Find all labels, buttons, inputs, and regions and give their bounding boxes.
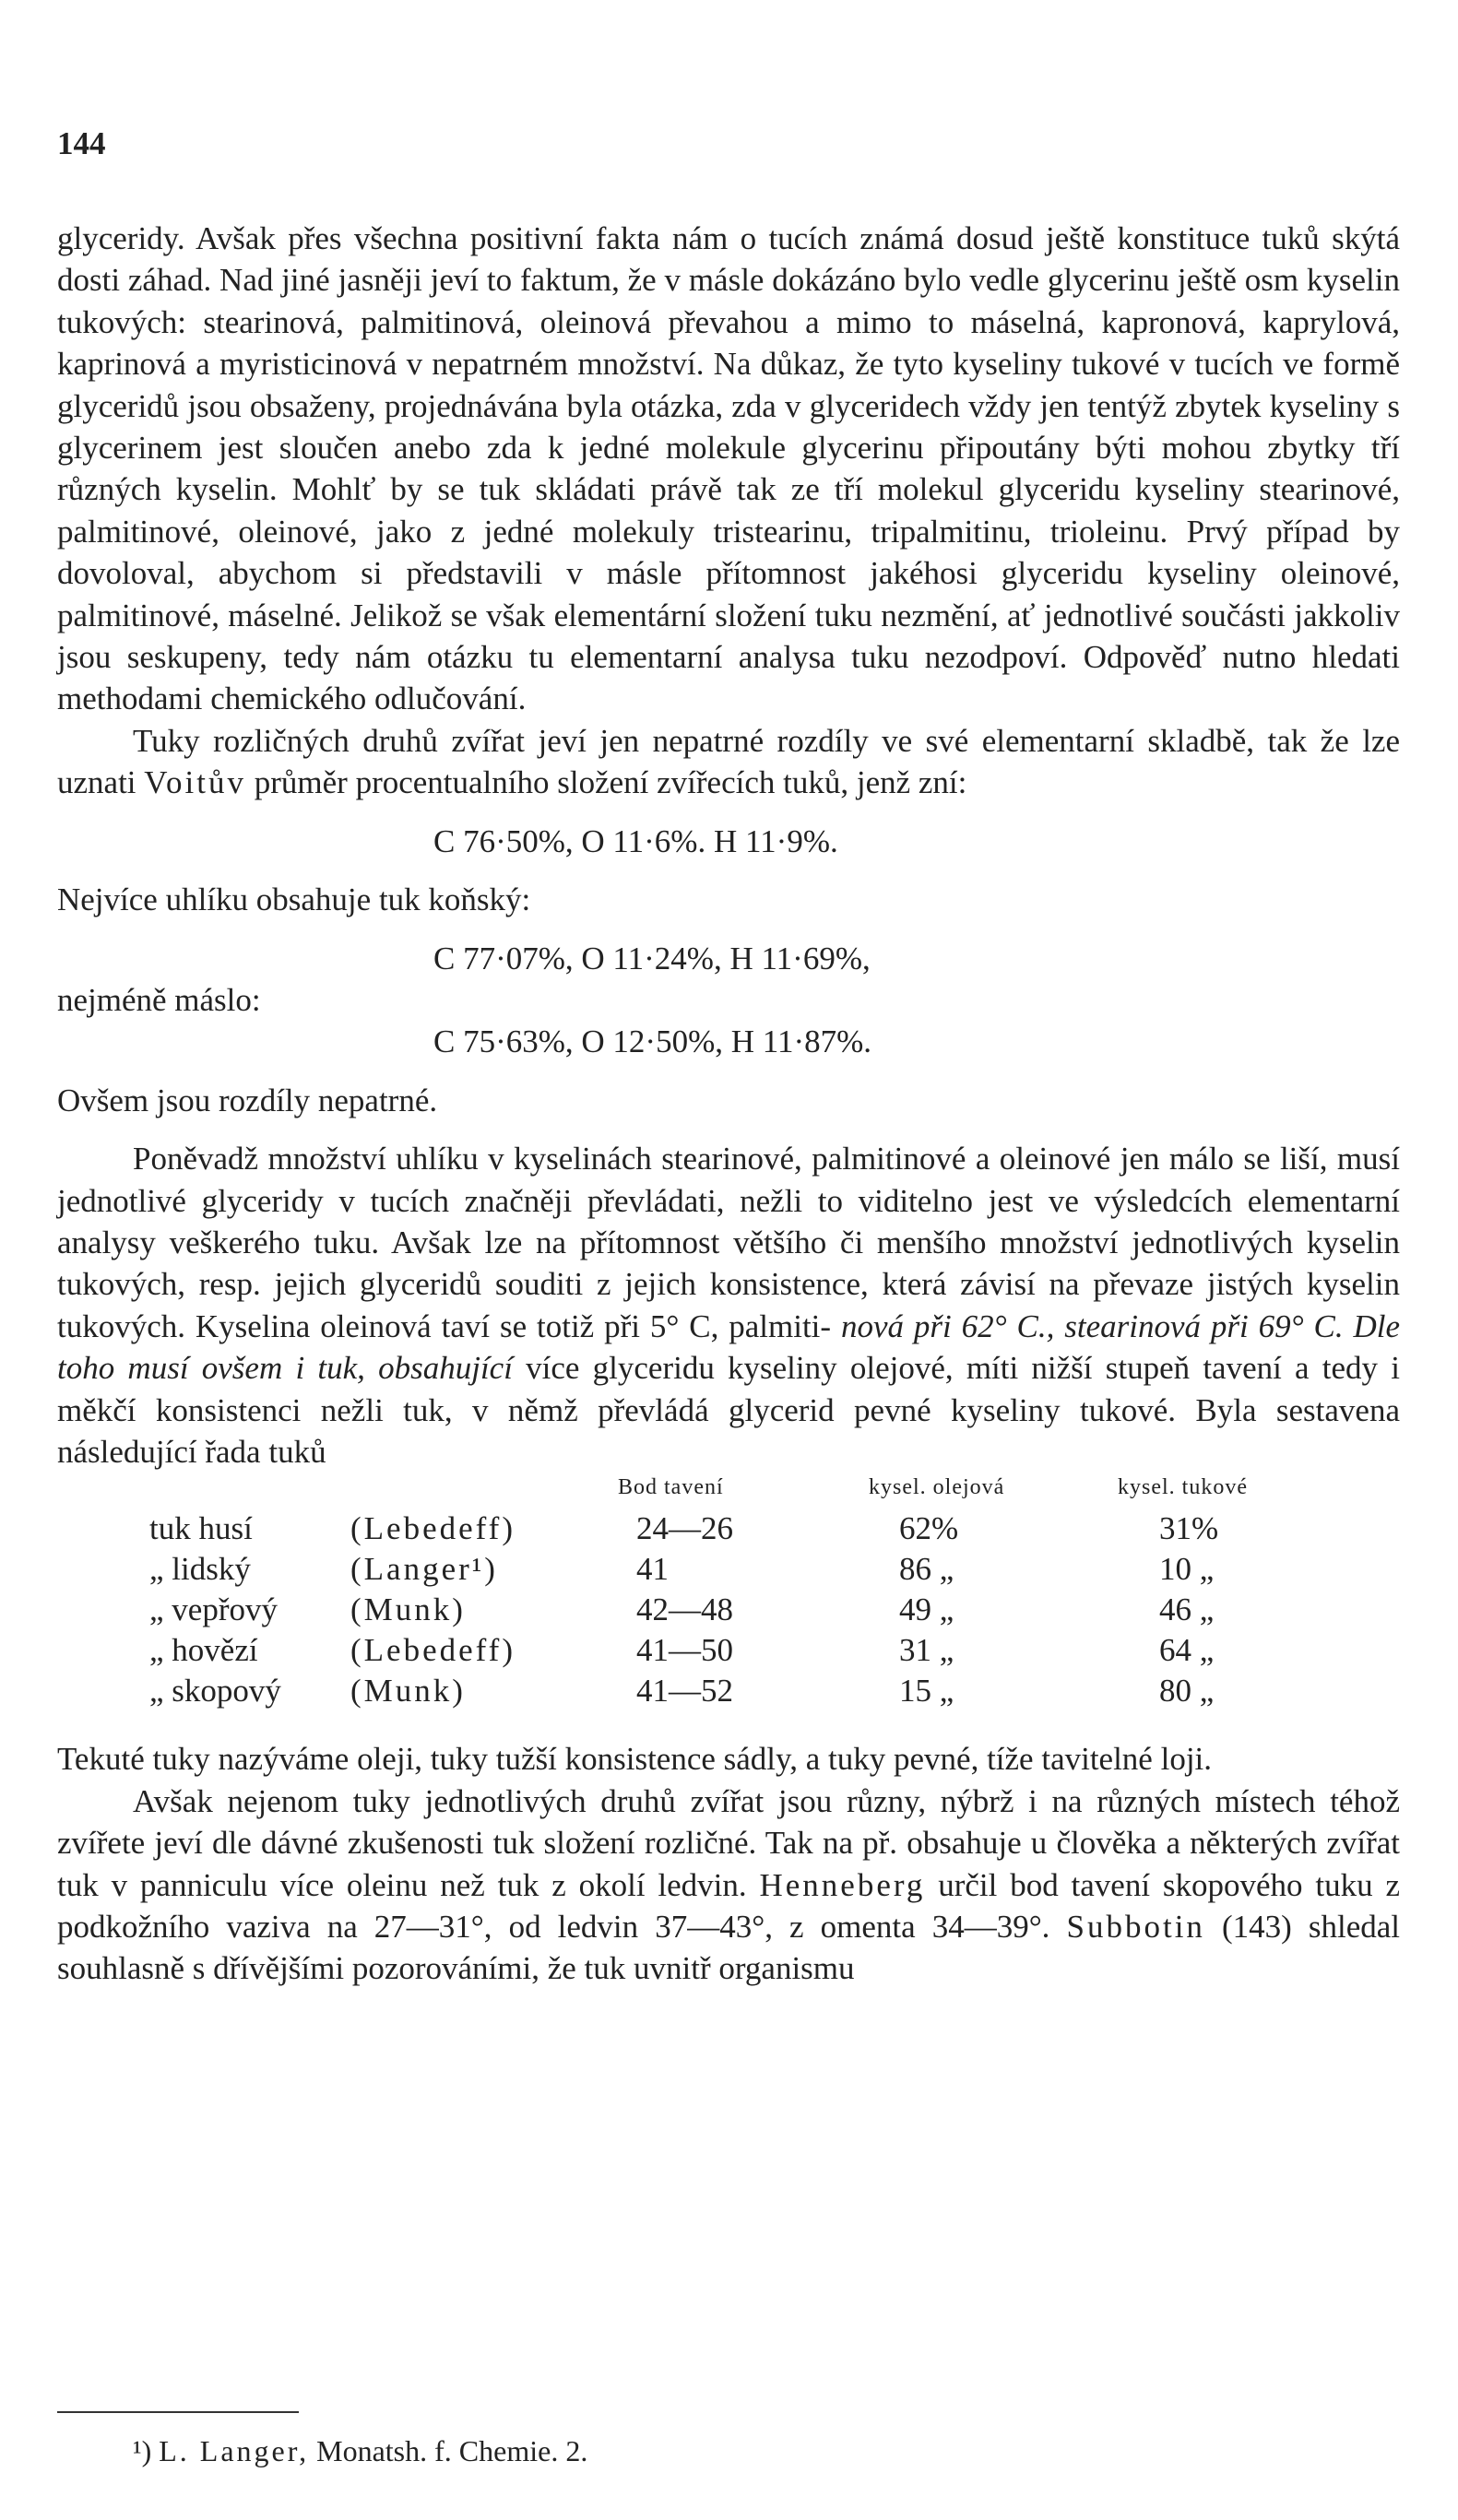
paragraph-8-text-b: určil bod tavení skopového tuku z podkožního vaziva na 27—31°, od ledvin 37—43°, z omenta 34—39°. xyxy=(57,1866,1401,1945)
row-melting-point: 41 xyxy=(636,1551,669,1588)
formula-butter: C 75·63%, O 12·50%, H 11·87%. xyxy=(433,1023,872,1060)
row-melting-point: 42—48 xyxy=(636,1591,733,1628)
row-melting-point: 24—26 xyxy=(636,1510,733,1547)
paragraph-4-label: nejméně máslo: xyxy=(57,981,261,1018)
header-solid-acids: kysel. tukové xyxy=(1118,1475,1248,1500)
row-author: (Langer¹) xyxy=(350,1551,498,1588)
row-solid: 31% xyxy=(1159,1510,1219,1547)
author-name-henneberg: Henneberg xyxy=(759,1866,926,1903)
table-row xyxy=(57,1589,1400,1629)
paragraph-6-text-b: více glyceridu kyseliny olejové, míti nižší stupeň tavení a tedy i měkčí konsistenci nežli tuk, v němž převládá glycerid pevné kyseliny tukové. Byla sestavena následující řada tuků xyxy=(57,1350,1400,1470)
table-row xyxy=(57,1629,1400,1670)
header-oleic-acid: kysel. olejová xyxy=(869,1475,1005,1500)
footnote-marker: ¹) xyxy=(133,2434,152,2467)
formula-butter-row xyxy=(57,979,1400,1021)
paragraph-6-italic: nová při 62° C., stearinová při 69° C. Dle toho musí ovšem i tuk, obsahující xyxy=(57,1307,1401,1387)
row-oleic: 15 „ xyxy=(899,1673,954,1710)
row-oleic: 49 „ xyxy=(899,1591,954,1628)
formula-horse: C 77·07%, O 11·24%, H 11·69%, xyxy=(433,940,871,976)
table-row xyxy=(57,1548,1400,1589)
header-melting-point: Bod tavení xyxy=(618,1475,724,1500)
formula-average: C 76·50%, O 11·6%. H 11·9%. xyxy=(433,822,838,859)
fat-table xyxy=(57,1473,1400,1721)
paragraph-2-text-a: Tuky rozličných druhů zvířat jeví jen nepatrné rozdíly ve své elementarní skladbě, tak že lze uznati xyxy=(57,722,1400,801)
row-solid: 10 „ xyxy=(1159,1551,1215,1588)
paragraph-3: Nejvíce uhlíku obsahuje tuk koňský: xyxy=(57,881,531,918)
footnote-text: Monatsh. f. Chemie. 2. xyxy=(316,2434,588,2467)
row-fat-name: tuk husí xyxy=(149,1510,253,1547)
paragraph-6 xyxy=(57,1138,1400,1473)
paragraph-7: Tekuté tuky nazýváme oleji, tuky tužší konsistence sádly, a tuky pevné, tíže tavitelné loji. xyxy=(57,1741,1213,1778)
footnote-rule xyxy=(57,2411,299,2413)
paragraph-8 xyxy=(57,1781,1400,1990)
row-fat-name: „ lidský xyxy=(149,1551,251,1588)
row-oleic: 31 „ xyxy=(899,1632,954,1669)
paragraph-2 xyxy=(57,720,1400,804)
row-oleic: 86 „ xyxy=(899,1551,954,1588)
row-solid: 80 „ xyxy=(1159,1673,1215,1710)
paragraph-2-text-b: průměr procentualního složení zvířecích tuků, jenž zní: xyxy=(254,764,967,801)
paragraph-5: Ovšem jsou rozdíly nepatrné. xyxy=(57,1082,438,1118)
paragraph-1: glyceridy. Avšak přes všechna positivní fakta nám o tucích známá dosud ještě konstituce tuků skýtá dosti záhad. Nad jiné jasněji jeví to faktum, že v másle dokázáno bylo vedle glycerinu ještě osm kyselin tukových: stearinová, palmitinová, oleinová převahou a mimo to máselná, kapronová, kaprylová, kaprinová a myristicinová v nepatrném množství. Na důkaz, že tyto kyseliny tukové v tucích ve formě glyceridů jsou obsaženy, projednávána byla otázka, zda v glyceridech vždy jen tentýž zbytek kyseliny s glycerinem jest sloučen anebo zda k jedné molekule glycerinu připoutány býti mohou zbytky tří různých kyselin. Mohlť by se tuk skládati právě tak ze tří molekul glyceridu kyseliny stearinové, palmitinové, oleinové, jako z jedné molekuly tristearinu, tripalmitinu, trioleinu. Prvý případ by dovoloval, abychom si představili v másle přítomnost jakéhosi glyceridu kyseliny oleinové, palmitinové, máselné. Jelikož se však elementární složení tuku nezmění, ať jednotlivé součásti jakkoliv jsou seskupeny, tedy nám otázku tu elementarní analysa tuku nezodpoví. Odpověď nutno hledati methodami chemického odlučování. xyxy=(57,220,1400,717)
author-name-subbotin: Subbotin xyxy=(1066,1909,1205,1945)
author-name-voit: Voitův xyxy=(144,764,246,801)
footnote-author: L. Langer, xyxy=(159,2434,310,2467)
row-solid: 46 „ xyxy=(1159,1591,1215,1628)
row-fat-name: „ vepřový xyxy=(149,1591,278,1628)
page-number: 144 xyxy=(57,125,106,161)
paragraph-6-text-a: Poněvadž množství uhlíku v kyselinách stearinové, palmitinové a oleinové jen málo se liší, musí jednotlivé glyceridy v tucích značněji převládati, nežli to viditelno jest ve výsledcích elementarní analysy veškerého tuku. Avšak lze na přítomnost většího či menšího množství jednotlivých kyselin tukových, resp. jejich glyceridů souditi z jejich konsistence, která závisí na převaze jistých kyselin tukových. Kyselina oleinová taví se totiž při 5° C, palmiti- xyxy=(57,1141,1400,1344)
page-body xyxy=(57,218,1400,1990)
row-fat-name: „ hovězí xyxy=(149,1632,258,1669)
paragraph-8-text-c: (143) shledal souhlasně s dřívějšími pozorováními, že tuk uvnitř organismu xyxy=(57,1909,1400,1987)
row-author: (Lebedeff) xyxy=(350,1632,516,1669)
table-row xyxy=(57,1508,1400,1548)
row-solid: 64 „ xyxy=(1159,1632,1215,1669)
footnote xyxy=(133,2434,587,2468)
row-melting-point: 41—52 xyxy=(636,1673,733,1710)
row-fat-name: „ skopový xyxy=(149,1673,281,1710)
paragraph-8-text-a: Avšak nejenom tuky jednotlivých druhů zvířat jsou různy, nýbrž i na různých místech téhož zvířete jeví dle dávné zkušenosti tuk složení rozličné. Tak na př. obsahuje u člověka a některých zvířat tuk v panniculu více oleinu než tuk z okolí ledvin. xyxy=(57,1782,1400,1903)
row-oleic: 62% xyxy=(899,1510,959,1547)
row-author: (Munk) xyxy=(350,1673,466,1710)
row-author: (Lebedeff) xyxy=(350,1510,516,1547)
row-melting-point: 41—50 xyxy=(636,1632,733,1669)
row-author: (Munk) xyxy=(350,1591,466,1628)
table-row xyxy=(57,1670,1400,1710)
